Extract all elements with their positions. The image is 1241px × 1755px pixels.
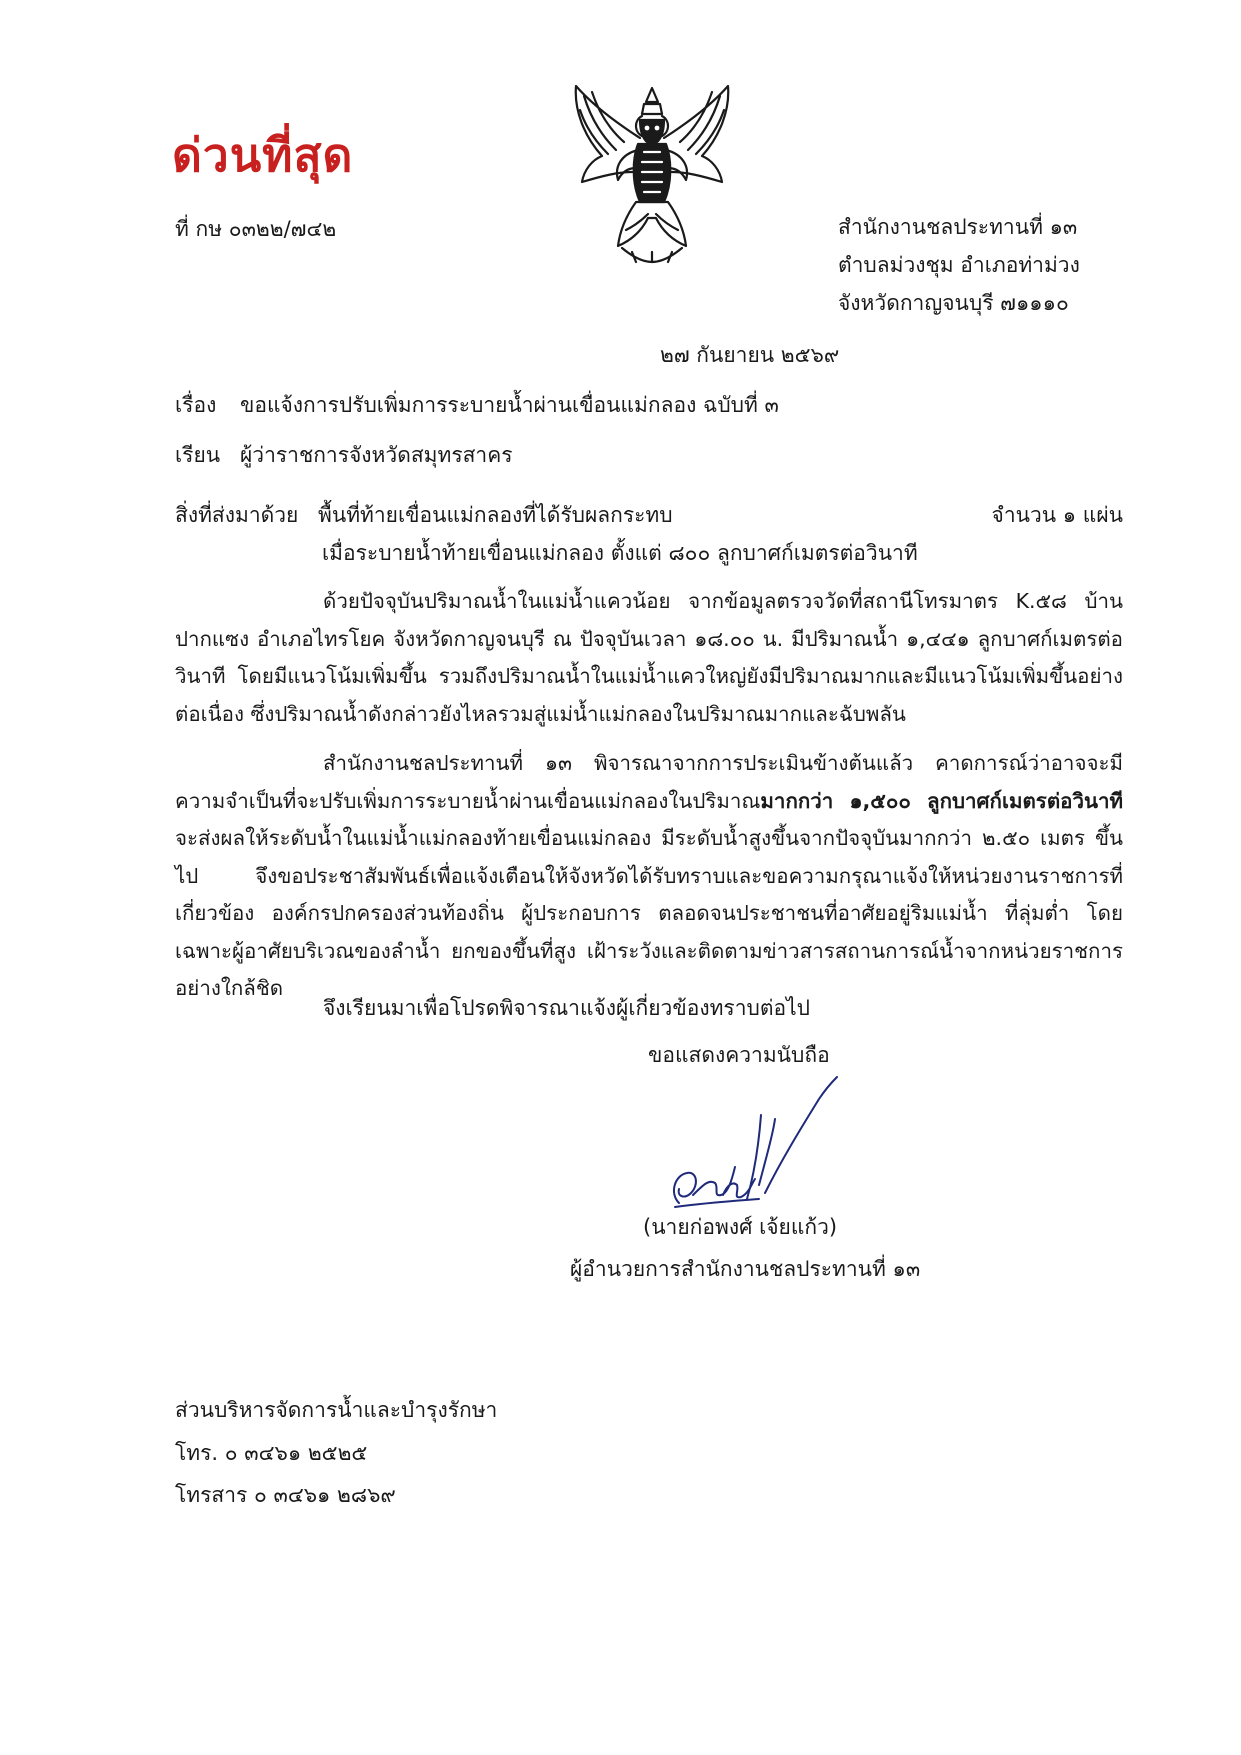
signer-name: (นายก่อพงศ์ เจ้ยแก้ว) bbox=[643, 1215, 838, 1239]
subject-label: เรื่อง bbox=[175, 393, 217, 417]
contact-fax: โทรสาร ๐ ๓๔๖๑ ๒๘๖๙ bbox=[175, 1483, 396, 1507]
recipient-text: ผู้ว่าราชการจังหวัดสมุทรสาคร bbox=[240, 443, 513, 467]
body-paragraph-1-text: ด้วยปัจจุบันปริมาณน้ำในแม่น้ำแควน้อย จากข้อมูลตรวจวัดที่สถานีโทรมาตร K.๕๘ บ้านปากแซง อำเภอไทรโยค จังหวัดกาญจนบุรี ณ ปัจจุบันเวลา ๑๘.๐๐ น. มีปริมาณน้ำ ๑,๔๔๑ ลูกบาศก์เมตรต่อวินาที โดยมีแนวโน้มเพิ่มขึ้น รวมถึงปริมาณน้ำในแม่น้ำแควใหญ่ยังมีปริมาณมากและมีแนวโน้มเพิ่มขึ้นอย่างต่อเนื่อง ซึ่งปริมาณน้ำดังกล่าวยังไหลรวมสู่แม่น้ำแม่กลองในปริมาณมากและฉับพลัน bbox=[175, 589, 1123, 726]
body-paragraph-2-after: จะส่งผลให้ระดับน้ำในแม่น้ำแม่กลองท้ายเขื่อนแม่กลอง มีระดับน้ำสูงขึ้นจากปัจจุบันมากกว่า ๒.๕๐ เมตร ขึ้นไป จึงขอประชาสัมพันธ์เพื่อแจ้งเตือนให้จังหวัดได้รับทราบและขอความกรุณาแจ้งให้หน่วยงานราชการที่เกี่ยวข้อง องค์กรปกครองส่วนท้องถิ่น ผู้ประกอบการ ตลอดจนประชาชนที่อาศัยอยู่ริมแม่น้ำ ที่ลุ่มต่ำ โดยเฉพาะผู้อาศัยบริเวณของลำน้ำ ยกของขึ้นที่สูง เฝ้าระวังและติดตามข่าวสารสถานการณ์น้ำจากหน่วยราชการอย่างใกล้ชิด bbox=[175, 826, 1123, 1000]
sender-address-line-2: ตำบลม่วงชุม อำเภอท่าม่วง bbox=[838, 253, 1080, 277]
body-paragraph-2 bbox=[175, 745, 1123, 1008]
sender-address-line-3: จังหวัดกาญจนบุรี ๗๑๑๑๐ bbox=[838, 291, 1069, 315]
recipient-label: เรียน bbox=[175, 443, 221, 467]
enclosure-quantity: จำนวน ๑ แผ่น bbox=[991, 503, 1123, 527]
enclosure-label: สิ่งที่ส่งมาด้วย bbox=[175, 503, 299, 527]
signoff: ขอแสดงความนับถือ bbox=[648, 1043, 830, 1067]
body-paragraph-1 bbox=[175, 583, 1123, 733]
body-paragraph-2-text bbox=[175, 745, 1123, 1008]
sender-address bbox=[838, 210, 1080, 324]
contact-department: ส่วนบริหารจัดการน้ำและบำรุงรักษา bbox=[175, 1398, 498, 1422]
signer-position: ผู้อำนวยการสำนักงานชลประทานที่ ๑๓ bbox=[570, 1257, 921, 1281]
enclosure-line-2: เมื่อระบายน้ำท้ายเขื่อนแม่กลอง ตั้งแต่ ๘๐๐ ลูกบาศก์เมตรต่อวินาที bbox=[322, 541, 918, 565]
body-paragraph-2-before: สำนักงานชลประทานที่ ๑๓ พิจารณาจากการประเมินข้างต้นแล้ว คาดการณ์ว่าอาจจะมีความจำเป็นที่จะปรับเพิ่มการระบายน้ำผ่านเขื่อนแม่กลองในปริมาณ bbox=[175, 751, 1123, 813]
closing-sentence: จึงเรียนมาเพื่อโปรดพิจารณาแจ้งผู้เกี่ยวข้องทราบต่อไป bbox=[323, 996, 810, 1020]
handwritten-signature bbox=[663, 1075, 863, 1225]
reference-number: ที่ กษ ๐๓๒๒/๗๔๒ bbox=[175, 217, 337, 241]
enclosure-line-1: พื้นที่ท้ายเขื่อนแม่กลองที่ได้รับผลกระทบ bbox=[318, 503, 673, 527]
garuda-emblem-icon bbox=[562, 80, 742, 265]
sender-address-line-1: สำนักงานชลประทานที่ ๑๓ bbox=[838, 215, 1078, 239]
discharge-amount-highlight: มากกว่า ๑,๕๐๐ ลูกบาศก์เมตรต่อวินาที bbox=[760, 788, 1123, 813]
urgency-marker: ด่วนที่สุด bbox=[172, 128, 354, 182]
contact-phone: โทร. ๐ ๓๔๖๑ ๒๕๒๕ bbox=[175, 1441, 368, 1465]
letter-date: ๒๗ กันยายน ๒๕๖๙ bbox=[660, 343, 840, 367]
subject-text: ขอแจ้งการปรับเพิ่มการระบายน้ำผ่านเขื่อนแม่กลอง ฉบับที่ ๓ bbox=[240, 393, 779, 417]
